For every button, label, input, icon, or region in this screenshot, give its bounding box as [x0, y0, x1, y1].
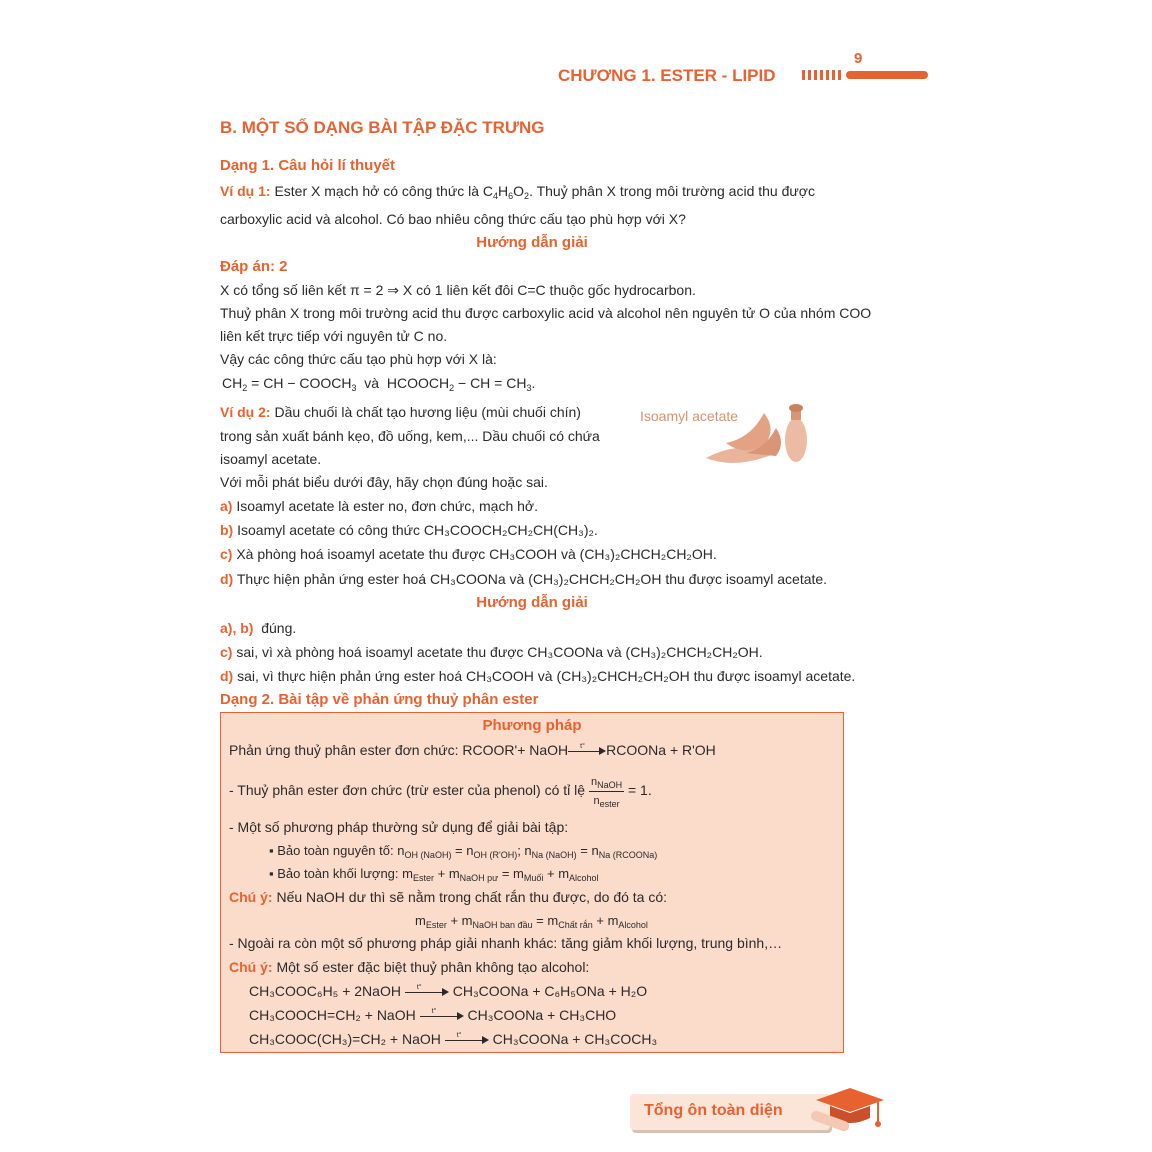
vd1-formula: $C_4H_6O_2$	[482, 183, 530, 201]
header-dashes	[802, 70, 844, 80]
vd2-line3: isoamyl acetate.	[220, 451, 322, 467]
vd1-line2: carboxylic acid và alcohol. Có bao nhiêu công thức cấu tạo phù hợp với X?	[220, 211, 686, 227]
mass-equation: $m_{Ester} + m_{NaOH ban đầu} = m_{Chất rắn} + m_{Alcohol}$	[415, 913, 648, 930]
reaction-arrow-icon	[568, 743, 606, 756]
arrow-label: t°	[416, 984, 422, 992]
ans-d-label: d)	[220, 668, 234, 684]
chu-y-1	[229, 888, 667, 906]
reaction-2	[249, 1006, 616, 1024]
sol-line1: X có tổng số liên kết π = 2 ⇒ X có 1 liên kết đôi C=C thuộc gốc hydrocarbon.	[220, 282, 696, 298]
vd2-label: Ví dụ 2:	[220, 404, 271, 420]
dang1-title: Dạng 1. Câu hỏi lí thuyết	[220, 157, 396, 174]
dap-an: Đáp án: 2	[220, 258, 288, 275]
box-line1-text: Phản ứng thuỷ phân ester đơn chức:	[229, 742, 459, 758]
graduation-cap-icon	[806, 1086, 886, 1136]
ans-ab	[220, 619, 296, 637]
rxn2-left: CH₃COOCH=CH₂ + NaOH	[249, 1007, 416, 1023]
image-label: Isoamyl acetate	[640, 408, 739, 424]
vd2-line1	[220, 403, 581, 421]
reaction-1	[249, 982, 647, 1000]
box-line1	[229, 741, 716, 759]
reaction-arrow-icon	[405, 984, 449, 997]
vd1-text-b: . Thuỷ phân X trong môi trường acid thu được	[529, 183, 815, 199]
huong-dan-1: Hướng dẫn giải	[476, 234, 588, 251]
bullet-2-label: ▪ Bảo toàn khối lượng:	[269, 866, 399, 881]
stmt-b-text: Isoamyl acetate có công thức CH₃COOCH₂CH₂CH(CH₃)₂.	[237, 522, 598, 538]
stmt-a	[220, 497, 538, 515]
sol-line3: liên kết trực tiếp với nguyên tử C no.	[220, 328, 448, 344]
stmt-c-label: c)	[220, 546, 233, 562]
box-line2	[229, 773, 652, 810]
chapter-header: CHƯƠNG 1. ESTER - LIPID	[558, 66, 776, 85]
arrow-label: t°	[431, 1008, 437, 1016]
reaction-3	[249, 1030, 657, 1048]
vd1-label: Ví dụ 1:	[220, 183, 271, 199]
chu-y-1-label: Chú ý:	[229, 889, 273, 905]
chu-y-2-text: Một số ester đặc biệt thuỷ phân không tạo alcohol:	[276, 959, 590, 975]
footer-badge	[630, 1094, 830, 1130]
vd1-text-a: Ester X mạch hở có công thức là	[274, 183, 479, 199]
stmt-c-text: Xà phòng hoá isoamyl acetate thu được CH₃COOH và (CH₃)₂CHCH₂CH₂OH.	[236, 546, 717, 562]
other-methods: - Ngoài ra còn một số phương pháp giải nhanh khác: tăng giảm khối lượng, trung bình,…	[229, 935, 783, 951]
arrow-label: t°	[580, 743, 585, 751]
section-title: B. MỘT SỐ DẠNG BÀI TẬP ĐẶC TRƯNG	[220, 118, 545, 137]
stmt-d-text: Thực hiện phản ứng ester hoá CH₃COONa và (CH₃)₂CHCH₂CH₂OH thu được isoamyl acetate.	[236, 571, 828, 587]
arrow-label: t°	[456, 1032, 462, 1040]
rxn0-left: RCOOR'+ NaOH	[462, 742, 569, 758]
ratio-fraction: $\frac{n_{NaOH}}{n_{ester}}$	[589, 773, 624, 810]
rxn2-right: CH₃COONa + CH₃CHO	[467, 1007, 617, 1023]
isoamyl-illustration	[636, 398, 816, 470]
sol-formulas: $CH_2$ = CH − $COOCH_3$ và $HCOOCH_2$ − CH = $CH_3$.	[222, 375, 536, 393]
ans-ab-label: a), b)	[220, 620, 254, 636]
reaction-arrow-icon	[445, 1032, 489, 1045]
stmt-b-label: b)	[220, 522, 234, 538]
stmt-d	[220, 570, 827, 588]
ans-ab-text: đúng.	[261, 620, 297, 636]
header-bar	[846, 71, 928, 79]
vd2-text: Dầu chuối là chất tạo hương liệu (mùi chuối chín)	[274, 404, 581, 420]
box-line3: - Một số phương pháp thường sử dụng để giải bài tập:	[229, 819, 569, 835]
rxn3-left: CH₃COOC(CH₃)=CH₂ + NaOH	[249, 1031, 441, 1047]
bullet-2: ▪ Bảo toàn khối lượng: $m_{Ester} + m_{NaOH pư} = m_{Muối} + m_{Alcohol}$	[269, 866, 599, 883]
and-word: và	[364, 375, 380, 391]
rxn1-left: CH₃COOC₆H₅ + 2NaOH	[249, 983, 401, 999]
sol-line4: Vậy các công thức cấu tạo phù hợp với X là:	[220, 351, 497, 367]
ans-c-label: c)	[220, 644, 233, 660]
box-title: Phương pháp	[482, 717, 582, 734]
footer-brand: Tổng ôn toàn diện	[644, 1102, 783, 1119]
stmt-a-text: Isoamyl acetate là ester no, đơn chức, mạch hở.	[236, 498, 538, 514]
vd1-line1	[220, 182, 815, 200]
ans-c-text: sai, vì xà phòng hoá isoamyl acetate thu được CH₃COONa và (CH₃)₂CHCH₂CH₂OH.	[236, 644, 763, 660]
ans-d-text: sai, vì thực hiện phản ứng ester hoá CH₃COOH và (CH₃)₂CHCH₂CH₂OH thu được isoamyl acetate.	[237, 668, 856, 684]
chu-y-2-label: Chú ý:	[229, 959, 273, 975]
huong-dan-2: Hướng dẫn giải	[476, 594, 588, 611]
sol-line2: Thuỷ phân X trong môi trường acid thu được carboxylic acid và alcohol nên nguyên tử O của nhóm COO	[220, 305, 872, 321]
page-number: 9	[854, 50, 863, 67]
rxn1-right: CH₃COONa + C₆H₅ONa + H₂O	[452, 983, 648, 999]
method-box	[220, 712, 844, 1053]
vd2-line4: Với mỗi phát biểu dưới đây, hãy chọn đúng hoặc sai.	[220, 474, 548, 490]
ans-d	[220, 667, 855, 685]
stmt-d-label: d)	[220, 571, 234, 587]
stmt-b	[220, 521, 598, 539]
dang2-title: Dạng 2. Bài tập về phản ứng thuỷ phân ester	[220, 691, 539, 708]
chu-y-1-text: Nếu NaOH dư thì sẽ nằm trong chất rắn thu được, do đó ta có:	[276, 889, 668, 905]
banana-bottle-icon	[636, 398, 816, 470]
reaction-arrow-icon	[420, 1008, 464, 1021]
stmt-a-label: a)	[220, 498, 233, 514]
stmt-c	[220, 545, 717, 563]
rxn3-right: CH₃COONa + CH₃COCH₃	[492, 1031, 658, 1047]
chu-y-2	[229, 958, 589, 976]
ratio-eq: = 1.	[627, 782, 652, 799]
ans-c	[220, 643, 763, 661]
vd2-line2: trong sản xuất bánh kẹo, đồ uống, kem,... Dầu chuối có chứa	[220, 428, 600, 444]
rxn0-right: RCOONa + R'OH	[606, 742, 716, 758]
bullet-1-label: ▪ Bảo toàn nguyên tố:	[269, 843, 394, 858]
box-line2-text: - Thuỷ phân ester đơn chức (trừ ester của phenol) có tỉ lệ	[229, 782, 586, 799]
bullet-1: ▪ Bảo toàn nguyên tố: $n_{OH (NaOH)} = n_{OH (R'OH)}$; $n_{Na (NaOH)} = n_{Na (RCOONa)}$	[269, 843, 658, 860]
